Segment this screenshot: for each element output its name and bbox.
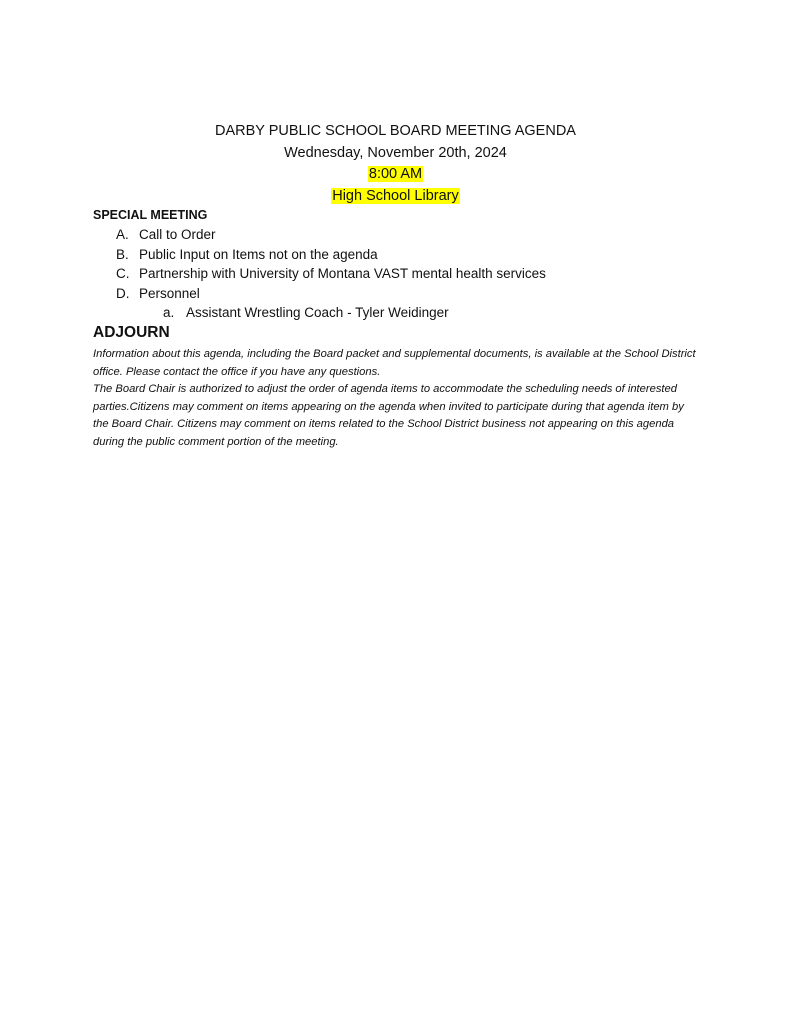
item-text: Call to Order (139, 227, 216, 242)
item-text: Public Input on Items not on the agenda (139, 246, 378, 262)
meeting-location: High School Library (332, 187, 459, 204)
sub-list-item (0, 303, 791, 323)
agenda-list (0, 225, 791, 323)
item-letter: C. (116, 266, 130, 281)
list-item (0, 245, 791, 265)
list-item (0, 284, 791, 304)
adjourn-heading: ADJOURN (93, 324, 170, 341)
item-letter: D. (116, 285, 130, 301)
meeting-time-line (0, 164, 791, 186)
meeting-date: Wednesday, November 20th, 2024 (284, 144, 507, 161)
agenda-header (0, 121, 791, 207)
subitem-letter: a. (163, 305, 175, 320)
info-note: Information about this agenda, including the Board packet and supplemental documents, is available at the School District office. Please contact the office if you have any questions. (93, 348, 696, 378)
item-letter: B. (116, 246, 129, 262)
agenda-notes (93, 346, 698, 451)
section-heading: SPECIAL MEETING (93, 208, 208, 222)
item-text: Partnership with University of Montana VAST mental health services (139, 266, 546, 281)
agenda-title: DARBY PUBLIC SCHOOL BOARD MEETING AGENDA (215, 123, 576, 139)
subitem-text: Assistant Wrestling Coach - Tyler Weidinger (186, 305, 449, 320)
meeting-location-line (0, 186, 791, 208)
item-text: Personnel (139, 285, 200, 301)
list-item (0, 225, 791, 245)
chair-note: The Board Chair is authorized to adjust the order of agenda items to accommodate the scheduling needs of interested parties.Citizens may comment on items appearing on the agenda when invited to participate during that agenda item by the Board Chair. Citizens may comment on items related to the School District business not appearing on this agenda during the public comment portion of the meeting. (93, 383, 684, 448)
list-item (0, 264, 791, 284)
meeting-time: 8:00 AM (368, 166, 423, 182)
item-letter: A. (116, 227, 129, 242)
